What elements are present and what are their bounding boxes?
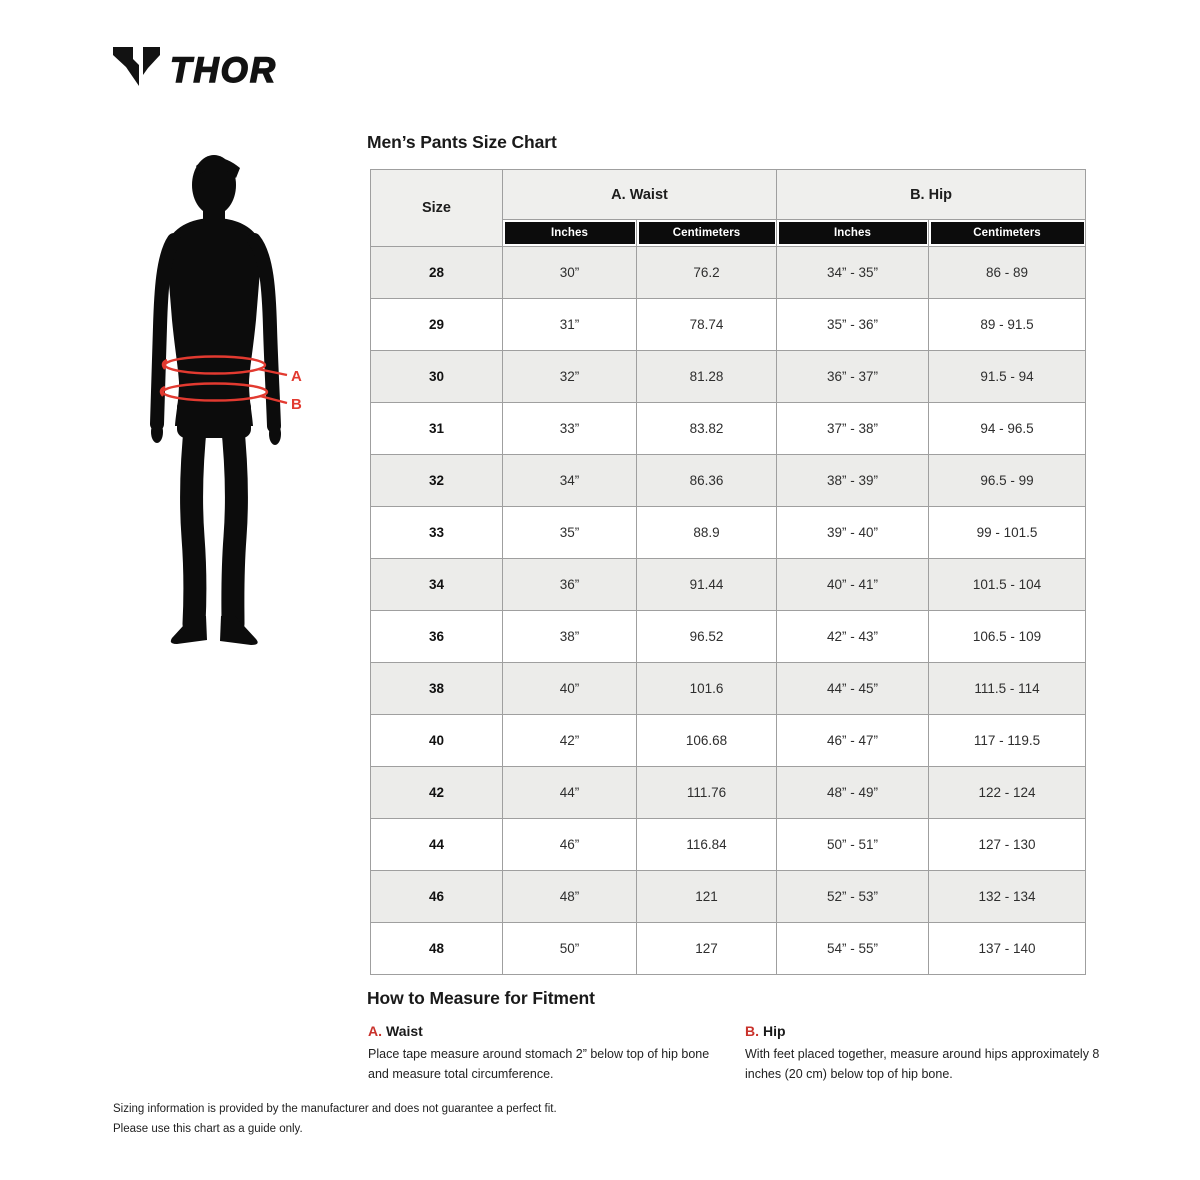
table-row xyxy=(371,247,1086,299)
cell-hip_in: 38” - 39” xyxy=(777,455,929,507)
table-row xyxy=(371,611,1086,663)
cell-waist_in: 32” xyxy=(503,351,637,403)
cell-size: 33 xyxy=(371,507,503,559)
cell-hip_in: 46” - 47” xyxy=(777,715,929,767)
table-row xyxy=(371,923,1086,975)
cell-size: 29 xyxy=(371,299,503,351)
measure-item-hip-heading xyxy=(745,1023,1127,1039)
measurement-labels xyxy=(291,368,302,413)
cell-size: 31 xyxy=(371,403,503,455)
cell-waist_cm: 91.44 xyxy=(637,559,777,611)
measure-item-waist xyxy=(368,1023,713,1084)
cell-hip_in: 36” - 37” xyxy=(777,351,929,403)
cell-waist_cm: 88.9 xyxy=(637,507,777,559)
sizing-disclaimer-line2: Please use this chart as a guide only. xyxy=(113,1122,303,1135)
cell-hip_cm: 89 - 91.5 xyxy=(929,299,1086,351)
cell-waist_cm: 76.2 xyxy=(637,247,777,299)
cell-waist_in: 34” xyxy=(503,455,637,507)
measure-key-a: A. xyxy=(368,1023,382,1039)
sizing-disclaimer-line1: Sizing information is provided by the manufacturer and does not guarantee a perfect fit. xyxy=(113,1103,557,1115)
measure-name-hip: Hip xyxy=(763,1023,786,1039)
cell-hip_in: 37” - 38” xyxy=(777,403,929,455)
measure-desc-waist: Place tape measure around stomach 2” below top of hip bone and measure total circumference. xyxy=(368,1047,710,1081)
cell-hip_in: 52” - 53” xyxy=(777,871,929,923)
table-row xyxy=(371,871,1086,923)
cell-hip_in: 48” - 49” xyxy=(777,767,929,819)
table-row xyxy=(371,299,1086,351)
table-row xyxy=(371,663,1086,715)
cell-waist_in: 46” xyxy=(503,819,637,871)
cell-waist_in: 36” xyxy=(503,559,637,611)
column-header-hip: B. Hip xyxy=(777,170,1086,220)
sizing-disclaimer xyxy=(113,1100,557,1139)
cell-size: 44 xyxy=(371,819,503,871)
cell-waist_in: 38” xyxy=(503,611,637,663)
cell-hip_in: 42” - 43” xyxy=(777,611,929,663)
cell-waist_cm: 127 xyxy=(637,923,777,975)
cell-size: 46 xyxy=(371,871,503,923)
cell-hip_cm: 96.5 - 99 xyxy=(929,455,1086,507)
cell-hip_cm: 111.5 - 114 xyxy=(929,663,1086,715)
cell-waist_in: 35” xyxy=(503,507,637,559)
cell-waist_in: 31” xyxy=(503,299,637,351)
cell-hip_cm: 91.5 - 94 xyxy=(929,351,1086,403)
measure-desc-hip: With feet placed together, measure around hips approximately 8 inches (20 cm) below top of hip bone. xyxy=(745,1047,1100,1081)
cell-hip_in: 40” - 41” xyxy=(777,559,929,611)
cell-hip_in: 34” - 35” xyxy=(777,247,929,299)
table-row xyxy=(371,767,1086,819)
cell-size: 36 xyxy=(371,611,503,663)
thor-wordmark: THOR xyxy=(170,51,278,90)
cell-waist_in: 33” xyxy=(503,403,637,455)
waist-label: A xyxy=(291,368,302,385)
measure-name-waist: Waist xyxy=(386,1023,423,1039)
cell-waist_cm: 111.76 xyxy=(637,767,777,819)
cell-waist_cm: 116.84 xyxy=(637,819,777,871)
cell-size: 42 xyxy=(371,767,503,819)
cell-hip_cm: 137 - 140 xyxy=(929,923,1086,975)
cell-hip_in: 39” - 40” xyxy=(777,507,929,559)
cell-hip_cm: 86 - 89 xyxy=(929,247,1086,299)
cell-waist_cm: 78.74 xyxy=(637,299,777,351)
table-row xyxy=(371,559,1086,611)
cell-size: 40 xyxy=(371,715,503,767)
measure-item-hip xyxy=(745,1023,1127,1084)
subheader-waist-inches: Inches xyxy=(503,220,637,247)
subheader-hip-inches: Inches xyxy=(777,220,929,247)
cell-size: 34 xyxy=(371,559,503,611)
cell-waist_cm: 121 xyxy=(637,871,777,923)
cell-waist_in: 30” xyxy=(503,247,637,299)
chart-title: Men’s Pants Size Chart xyxy=(367,132,557,152)
size-table-container xyxy=(370,169,1086,975)
cell-hip_in: 50” - 51” xyxy=(777,819,929,871)
cell-waist_cm: 106.68 xyxy=(637,715,777,767)
cell-waist_in: 44” xyxy=(503,767,637,819)
size-table xyxy=(370,169,1086,975)
table-row xyxy=(371,715,1086,767)
hip-label: B xyxy=(291,396,302,413)
cell-hip_cm: 132 - 134 xyxy=(929,871,1086,923)
cell-hip_cm: 94 - 96.5 xyxy=(929,403,1086,455)
cell-hip_in: 35” - 36” xyxy=(777,299,929,351)
cell-size: 38 xyxy=(371,663,503,715)
measure-item-waist-heading xyxy=(368,1023,713,1039)
table-row xyxy=(371,819,1086,871)
measure-guide-title: How to Measure for Fitment xyxy=(367,988,595,1008)
cell-waist_cm: 81.28 xyxy=(637,351,777,403)
size-table-body xyxy=(371,247,1086,975)
cell-hip_in: 54” - 55” xyxy=(777,923,929,975)
cell-waist_cm: 101.6 xyxy=(637,663,777,715)
cell-waist_cm: 86.36 xyxy=(637,455,777,507)
male-silhouette-figure xyxy=(150,152,350,652)
cell-hip_cm: 101.5 - 104 xyxy=(929,559,1086,611)
thor-logo-icon xyxy=(113,47,160,86)
subheader-hip-centimeters: Centimeters xyxy=(929,220,1086,247)
cell-size: 48 xyxy=(371,923,503,975)
cell-hip_cm: 122 - 124 xyxy=(929,767,1086,819)
column-header-waist: A. Waist xyxy=(503,170,777,220)
cell-waist_in: 48” xyxy=(503,871,637,923)
cell-hip_cm: 127 - 130 xyxy=(929,819,1086,871)
table-row xyxy=(371,351,1086,403)
cell-waist_cm: 83.82 xyxy=(637,403,777,455)
table-row xyxy=(371,455,1086,507)
table-row xyxy=(371,507,1086,559)
cell-waist_in: 42” xyxy=(503,715,637,767)
cell-size: 28 xyxy=(371,247,503,299)
cell-hip_in: 44” - 45” xyxy=(777,663,929,715)
measure-key-b: B. xyxy=(745,1023,759,1039)
thor-logo xyxy=(112,44,307,94)
cell-size: 30 xyxy=(371,351,503,403)
subheader-waist-centimeters: Centimeters xyxy=(637,220,777,247)
cell-waist_in: 50” xyxy=(503,923,637,975)
column-header-size: Size xyxy=(371,170,503,247)
cell-hip_cm: 117 - 119.5 xyxy=(929,715,1086,767)
cell-hip_cm: 106.5 - 109 xyxy=(929,611,1086,663)
cell-waist_cm: 96.52 xyxy=(637,611,777,663)
cell-size: 32 xyxy=(371,455,503,507)
cell-waist_in: 40” xyxy=(503,663,637,715)
cell-hip_cm: 99 - 101.5 xyxy=(929,507,1086,559)
table-row xyxy=(371,403,1086,455)
